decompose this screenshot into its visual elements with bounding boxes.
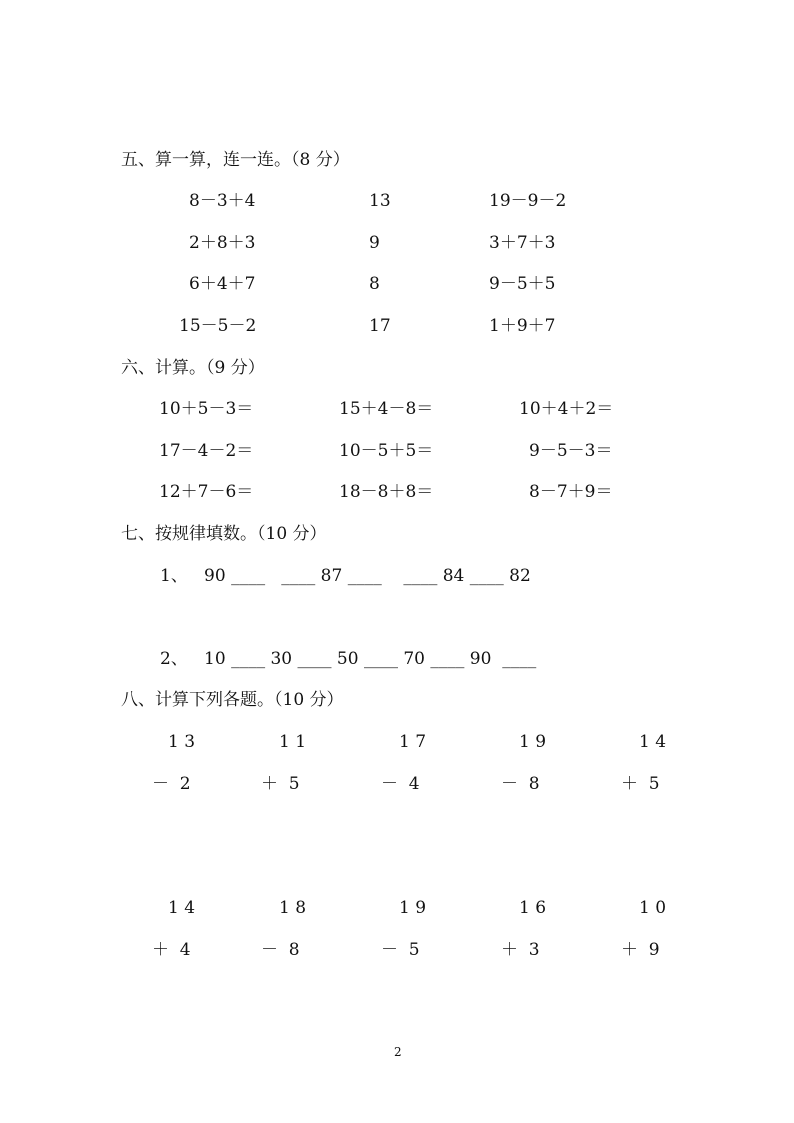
s8-vertical-top: 1 4	[168, 898, 196, 918]
s8-vertical-top: 1 3	[168, 732, 196, 752]
s8-vertical-bottom: ＋ 3	[501, 940, 540, 960]
s6-problem: 10－5＋5＝	[339, 441, 434, 461]
section-8-heading: 八、计算下列各题。（10 分）	[121, 690, 344, 710]
s8-vertical-top: 1 8	[279, 898, 307, 918]
section-5-heading: 五、算一算，连一连。（8 分）	[121, 150, 350, 170]
s6-problem: 18－8＋8＝	[339, 482, 434, 502]
section-6-heading: 六、计算。（9 分）	[121, 358, 265, 378]
s8-vertical-bottom: － 2	[152, 774, 191, 794]
s8-vertical-bottom: ＋ 5	[621, 774, 660, 794]
s5-right-item: 1＋9＋7	[489, 316, 556, 336]
s6-problem: 17－4－2＝	[159, 441, 254, 461]
s5-left-item: 2＋8＋3	[189, 233, 256, 253]
page-number: 2	[394, 1045, 402, 1059]
s6-problem: 12＋7－6＝	[159, 482, 254, 502]
s8-vertical-bottom: ＋ 4	[152, 940, 191, 960]
s5-right-item: 19－9－2	[489, 191, 567, 211]
s7-sequence-1: 1、 90 ____ ____ 87 ____ ____ 84 ____ 82	[160, 566, 531, 586]
s8-vertical-bottom: － 4	[381, 774, 420, 794]
s8-vertical-top: 1 9	[519, 732, 547, 752]
s5-middle-item: 13	[369, 191, 391, 211]
s8-vertical-top: 1 9	[399, 898, 427, 918]
s8-vertical-bottom: ＋ 9	[621, 940, 660, 960]
s8-vertical-top: 1 0	[639, 898, 667, 918]
s8-vertical-top: 1 7	[399, 732, 427, 752]
s5-middle-item: 17	[369, 316, 391, 336]
s8-vertical-top: 1 1	[279, 732, 307, 752]
s6-problem: 10＋5－3＝	[159, 399, 254, 419]
s6-problem: 8－7＋9＝	[529, 482, 613, 502]
s5-left-item: 15－5－2	[179, 316, 257, 336]
s5-right-item: 9－5＋5	[489, 274, 556, 294]
s5-left-item: 6＋4＋7	[189, 274, 256, 294]
s8-vertical-bottom: ＋ 5	[261, 774, 300, 794]
s6-problem: 9－5－3＝	[529, 441, 613, 461]
s5-left-item: 8－3＋4	[189, 191, 256, 211]
s6-problem: 15＋4－8＝	[339, 399, 434, 419]
s5-middle-item: 8	[369, 274, 380, 294]
s7-sequence-2: 2、 10 ____ 30 ____ 50 ____ 70 ____ 90 ____	[160, 649, 537, 669]
s8-vertical-bottom: － 8	[501, 774, 540, 794]
s6-problem: 10＋4＋2＝	[519, 399, 614, 419]
section-7-heading: 七、按规律填数。（10 分）	[121, 524, 327, 544]
s8-vertical-top: 1 4	[639, 732, 667, 752]
s5-middle-item: 9	[369, 233, 380, 253]
s5-right-item: 3＋7＋3	[489, 233, 556, 253]
s8-vertical-bottom: － 5	[381, 940, 420, 960]
s8-vertical-top: 1 6	[519, 898, 547, 918]
s8-vertical-bottom: － 8	[261, 940, 300, 960]
